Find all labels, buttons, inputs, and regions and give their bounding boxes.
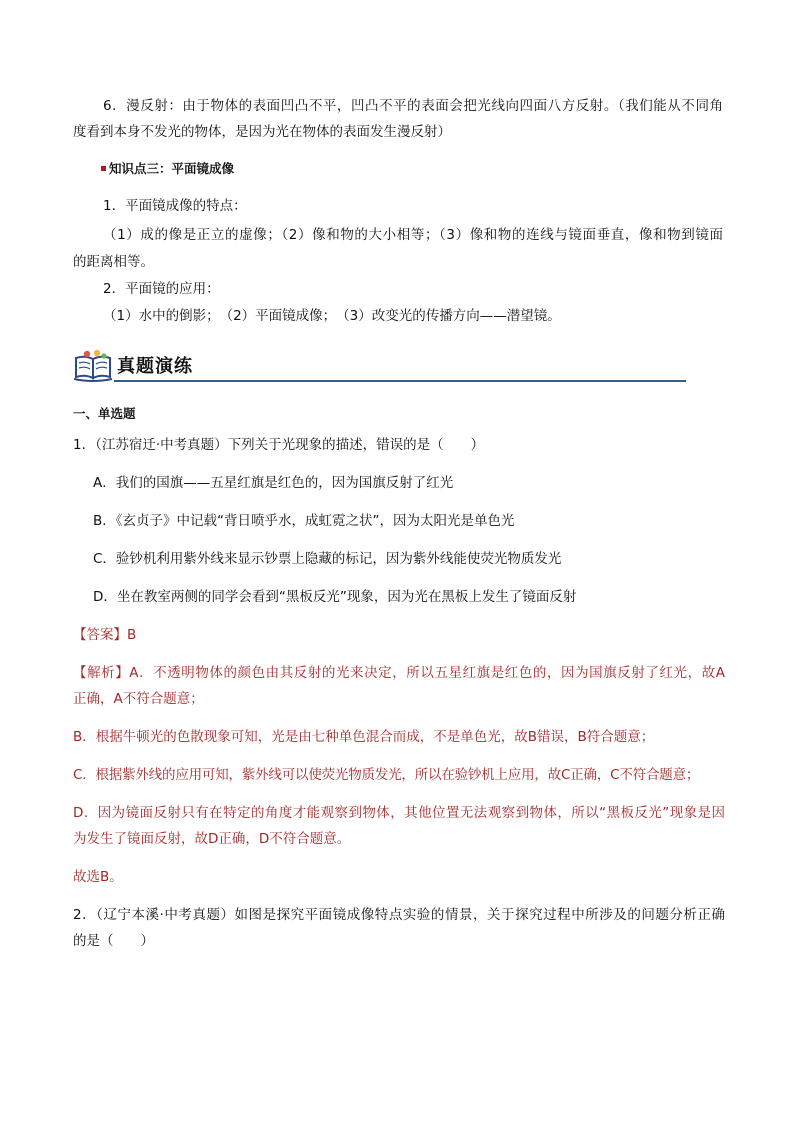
question-1-analysis-line2: 正确，A不符合题意； <box>73 691 204 707</box>
paragraph-diffuse-reflection-line2: 度看到本身不发光的物体，是因为光在物体的表面发生漫反射） <box>73 124 451 140</box>
question-2-stem-line1: 2．（辽宁本溪·中考真题）如图是探究平面镜成像特点实验的情景，关于探究过程中所涉及的问题分析正确 <box>73 907 725 923</box>
mirror-applications-line1: （1）水中的倒影； （2）平面镜成像； （3）改变光的传播方向——潜望镜。 <box>103 308 561 324</box>
subsection-heading: 一、单选题 <box>73 406 136 421</box>
open-book-icon <box>73 348 113 382</box>
question-1-analysis-c: C．根据紫外线的应用可知，紫外线可以使荧光物质发光，所以在验钞机上应用，故C正确，C不符合题意； <box>73 767 700 783</box>
question-1-analysis-d-line2: 为发生了镜面反射，故D正确，D不符合题意。 <box>73 831 351 847</box>
section-title: 真题演练 <box>117 356 193 377</box>
question-1-option-b: B．《玄贞子》中记载“背日喷乎水，成虹霓之状”，因为太阳光是单色光 <box>93 513 515 529</box>
mirror-features-line1: （1）成的像是正立的虚像；（2）像和物的大小相等；（3）像和物的连线与镜面垂直，像和物到镜面 <box>103 227 723 243</box>
knowledge-point-3-heading <box>101 159 234 179</box>
question-1-answer: 【答案】B <box>73 627 137 643</box>
question-1-option-d: D．坐在教室两侧的同学会看到“黑板反光”现象，因为光在黑板上发生了镜面反射 <box>93 589 577 605</box>
question-1-option-a: A．我们的国旗——五星红旗是红色的，因为国旗反射了红光 <box>93 475 454 491</box>
paragraph-diffuse-reflection-line1: 6．漫反射：由于物体的表面凹凸不平，凹凸不平的表面会把光线向四面八方反射。（我们能从不同角 <box>103 98 723 114</box>
question-1-analysis-b: B．根据牛顿光的色散现象可知，光是由七种单色混合而成，不是单色光，故B错误，B符合题意； <box>73 729 655 745</box>
question-1-stem: 1．（江苏宿迁·中考真题）下列关于光现象的描述，错误的是（ ） <box>73 437 485 453</box>
bullet-square-icon <box>101 166 106 171</box>
section-divider <box>114 380 686 382</box>
question-1-analysis-line1: 【解析】A．不透明物体的颜色由其反射的光来决定，所以五星红旗是红色的，因为国旗反射了红光，故A <box>73 665 725 681</box>
mirror-features-line2: 的距离相等。 <box>73 254 154 270</box>
question-1-conclusion: 故选B。 <box>73 869 123 885</box>
mirror-features-title: 1．平面镜成像的特点： <box>103 198 247 214</box>
question-1-analysis-d-line1: D．因为镜面反射只有在特定的角度才能观察到物体，其他位置无法观察到物体，所以“黑板反光”现象是因 <box>73 805 725 821</box>
question-1-option-c: C．验钞机利用紫外线来显示钞票上隐藏的标记，因为紫外线能使荧光物质发光 <box>93 551 562 567</box>
question-2-stem-line2: 的是（ ） <box>73 933 154 949</box>
mirror-applications-title: 2．平面镜的应用： <box>103 281 220 297</box>
knowledge-point-3-heading-text: 知识点三：平面镜成像 <box>109 161 235 176</box>
